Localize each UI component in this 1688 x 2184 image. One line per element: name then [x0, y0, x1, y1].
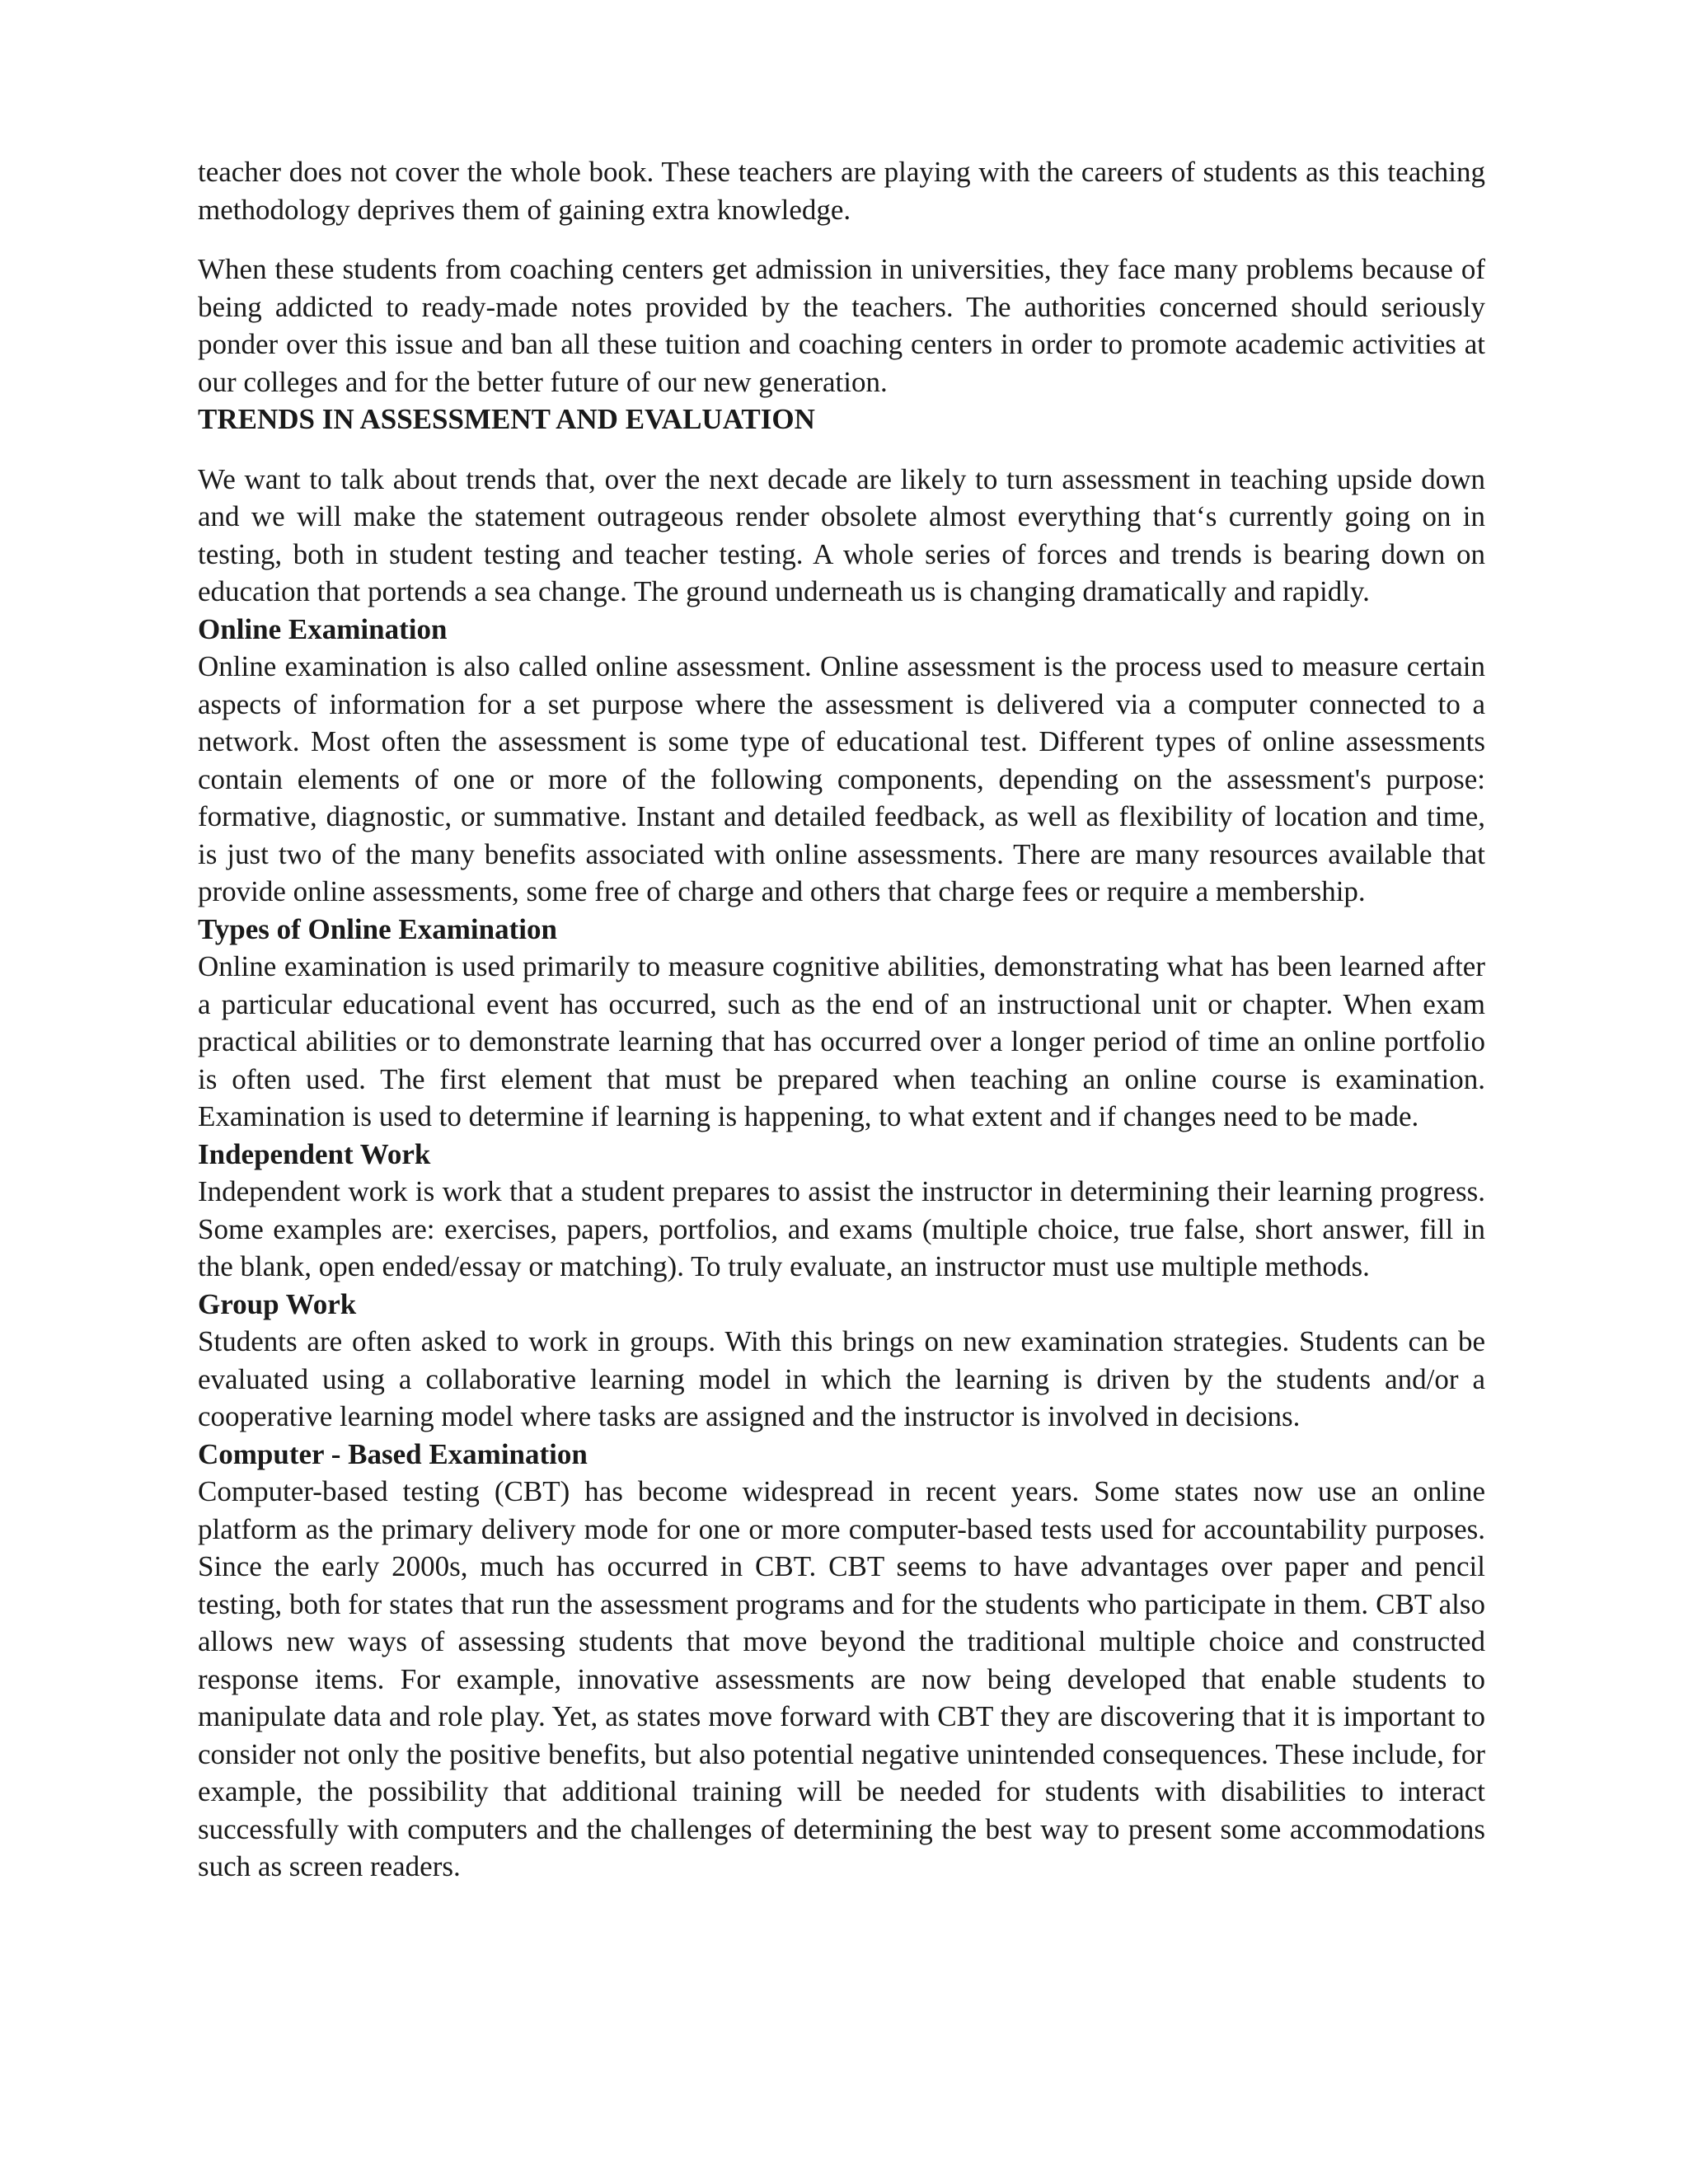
- paragraph-coaching-centers: When these students from coaching centers get admission in universities, they face many problems because of being addicted to ready-made notes provided by the teachers. The authorities concerned should seriously ponder over this issue and ban all these tuition and coaching centers in order to promote academic activities at our colleges and for the better future of our new generation.: [198, 253, 1485, 398]
- body-computer-based-examination: Computer-based testing (CBT) has become widespread in recent years. Some states now use an online platform as the primary delivery mode for one or more computer-based tests used for accountability purposes. Since the early 2000s, much has occurred in CBT. CBT seems to have advantages over paper and pencil testing, both for states that run the assessment programs and for the students who participate in them. CBT also allows new ways of assessing students that move beyond the traditional multiple choice and constructed response items. For example, innovative assessments are now being developed that enable students to manipulate data and role play. Yet, as states move forward with CBT they are discovering that it is important to consider not only the positive benefits, but also potential negative unintended consequences. These include, for example, the possibility that additional training will be needed for students with disabilities to interact successfully with computers and the challenges of determining the best way to present some accommodations such as screen readers.: [198, 1475, 1485, 1882]
- subheading-types-online-examination: Types of Online Examination: [198, 912, 557, 945]
- body-online-examination: Online examination is also called online assessment. Online assessment is the process used to measure certain aspects of information for a set purpose where the assessment is delivered via a computer connected to a network. Most often the assessment is some type of educational test. Different types of online assessments contain elements of one or more of the following components, depending on the assessment's purpose: formative, diagnostic, or summative. Instant and detailed feedback, as well as flexibility of location and time, is just two of the many benefits associated with online assessments. There are many resources available that provide online assessments, some free of charge and others that charge fees or require a membership.: [198, 650, 1485, 907]
- document-page: [198, 153, 1485, 1886]
- paragraph-teacher-methodology: teacher does not cover the whole book. These teachers are playing with the careers of students as this teaching methodology deprives them of gaining extra knowledge.: [198, 156, 1485, 226]
- body-group-work: Students are often asked to work in groups. With this brings on new examination strategies. Students can be evaluated using a collaborative learning model in which the learning is driven by the students and/or a cooperative learning model where tasks are assigned and the instructor is involved in decisions.: [198, 1325, 1485, 1432]
- section-title: TRENDS IN ASSESSMENT AND EVALUATION: [198, 403, 815, 435]
- subheading-online-examination: Online Examination: [198, 612, 448, 645]
- subheading-computer-based-examination: Computer - Based Examination: [198, 1437, 588, 1470]
- subheading-group-work: Group Work: [198, 1287, 357, 1320]
- body-independent-work: Independent work is work that a student prepares to assist the instructor in determining their learning progress. Some examples are: exercises, papers, portfolios, and exams (multiple choice, true false, short answer, fill in the blank, open ended/essay or matching). To truly evaluate, an instructor must use multiple methods.: [198, 1175, 1485, 1282]
- subheading-independent-work: Independent Work: [198, 1137, 431, 1170]
- section-intro: We want to talk about trends that, over the next decade are likely to turn assessment in teaching upside down and we will make the statement outrageous render obsolete almost everything that‘s currently going on in testing, both in student testing and teacher testing. A whole series of forces and trends is bearing down on education that portends a sea change. The ground underneath us is changing dramatically and rapidly.: [198, 462, 1485, 607]
- body-types-online-examination: Online examination is used primarily to measure cognitive abilities, demonstrating what has been learned after a particular educational event has occurred, such as the end of an instructional unit or chapter. When exam practical abilities or to demonstrate learning that has occurred over a longer period of time an online portfolio is often used. The first element that must be prepared when teaching an online course is examination. Examination is used to determine if learning is happening, to what extent and if changes need to be made.: [198, 950, 1485, 1132]
